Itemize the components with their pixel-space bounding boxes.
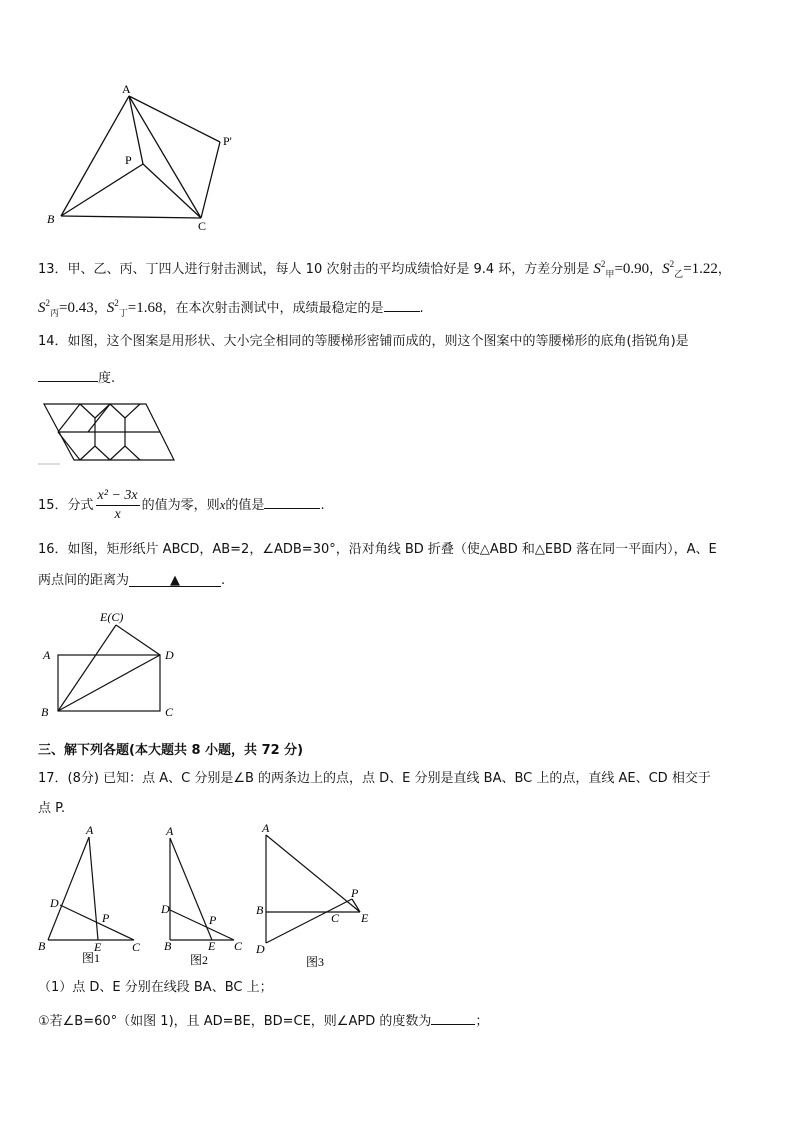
label-a: A [122, 82, 131, 96]
q13-sub-ding: 丁 [118, 308, 128, 318]
fig1-caption: 图1 [82, 951, 101, 965]
fig2-label-e: E [208, 939, 216, 953]
fig3-label-d: D [256, 942, 265, 956]
q17-part1a-text: ①若∠B=60°（如图 1)，且 AD=BE，BD=CE，则∠APD 的度数为 [38, 1014, 432, 1029]
fig3-label-e: E [361, 911, 369, 925]
fig2-label-d: D [161, 902, 170, 916]
q15-numerator: x² − 3x [96, 487, 140, 506]
fig3-label-b: B [256, 903, 264, 917]
q13-s-jia: =0.90 [614, 261, 650, 277]
fig1-label-b: B [38, 939, 46, 953]
label-b: B [47, 212, 55, 226]
fig2-label-c: C [234, 939, 243, 953]
fig2-label-a: A [166, 824, 174, 838]
q17-part1a [38, 1010, 488, 1031]
q15-prefix: 15．分式 [38, 498, 94, 513]
label-p: P [125, 153, 132, 167]
label-p-prime: P' [223, 134, 232, 148]
q15-var: x [219, 497, 226, 512]
q16-end: . [221, 573, 226, 588]
q13-s-yi: =1.22 [683, 261, 718, 277]
q13-s-ding: =1.68 [127, 300, 163, 316]
q14-text1: 14．如图，这个图案是用形状、大小完全相同的等腰梯形密铺而成的，则这个图案中的等腰梯形的底角(指锐角)是 [38, 334, 689, 349]
label-b: B [41, 705, 49, 719]
q13-line1: 13．甲、乙、丙、丁四人进行射击测试，每人 10 次射击的平均成绩恰好是 9.4 环，方差分别是 $S^2_甲=0.90$，$S^2_乙=1.22$， [38, 259, 731, 279]
label-c: C [165, 705, 174, 719]
q17-text2: 点 P. [38, 801, 66, 816]
fig3-label-a: A [262, 821, 270, 835]
fig3-label-c: C [331, 911, 340, 925]
q14-text2: 度. [98, 371, 116, 386]
q15-mid: 的值为零，则 [141, 498, 220, 513]
q13-line2: $S^2_丙=0.43$，$S^2_丁=1.68$，在本次射击测试中，成绩最稳定的是 . [38, 298, 424, 318]
fig3-caption: 图3 [306, 955, 325, 969]
fig3-label-p: P [351, 886, 359, 900]
fig1-label-c: C [132, 940, 141, 954]
label-a: A [43, 648, 51, 662]
label-e-c: E(C) [100, 610, 124, 624]
q16-text1: 16．如图，矩形纸片 ABCD，AB=2，∠ADB=30°，沿对角线 BD 折叠（使△ABD 和△EBD 落在同一平面内），A、E [38, 542, 717, 557]
fig1-label-p: P [102, 911, 110, 925]
fig1-label-a: A [86, 823, 94, 837]
q13-sub-yi: 乙 [674, 269, 684, 279]
q17-part1-text: （1）点 D、E 分别在线段 BA、BC 上； [38, 980, 273, 995]
q13-sub-jia: 甲 [605, 269, 615, 279]
section-3-heading: 三、解下列各题(本大题共 8 小题，共 72 分) [38, 743, 304, 758]
fig2-label-p: P [209, 913, 217, 927]
fig2-caption: 图2 [190, 953, 209, 967]
q17-text1: 17．(8分) 已知：点 A、C 分别是∠B 的两条边上的点，点 D、E 分别是直线 BA、BC 上的点，直线 AE、CD 相交于 [38, 771, 711, 786]
label-c: C [198, 219, 207, 233]
fig1-label-d: D [50, 896, 59, 910]
fig2-label-b: B [164, 939, 172, 953]
q16-text2: 两点间的距离为 [38, 573, 130, 588]
q17-part1 [38, 979, 273, 997]
q15-end: . [320, 498, 325, 513]
q13-s-bing: =0.43 [59, 300, 94, 316]
q15-denominator: x [114, 507, 121, 522]
label-d: D [165, 648, 174, 662]
q13-text1: 13．甲、乙、丙、丁四人进行射击测试，每人 10 次射击的平均成绩恰好是 9.4 环，方差分别是 [38, 262, 594, 277]
q15-suffix: 的值是 [225, 498, 265, 513]
q17-answer-blank[interactable] [431, 1010, 475, 1025]
q13-end: . [419, 301, 424, 316]
fig1-label-e: E [94, 940, 102, 954]
q16-mark: ▲ [170, 573, 181, 588]
q13-sub-bing: 丙 [50, 308, 60, 318]
q13-text2: ，在本次射击测试中，成绩最稳定的是 [162, 301, 384, 316]
q17-part1a-end: ； [475, 1014, 489, 1029]
